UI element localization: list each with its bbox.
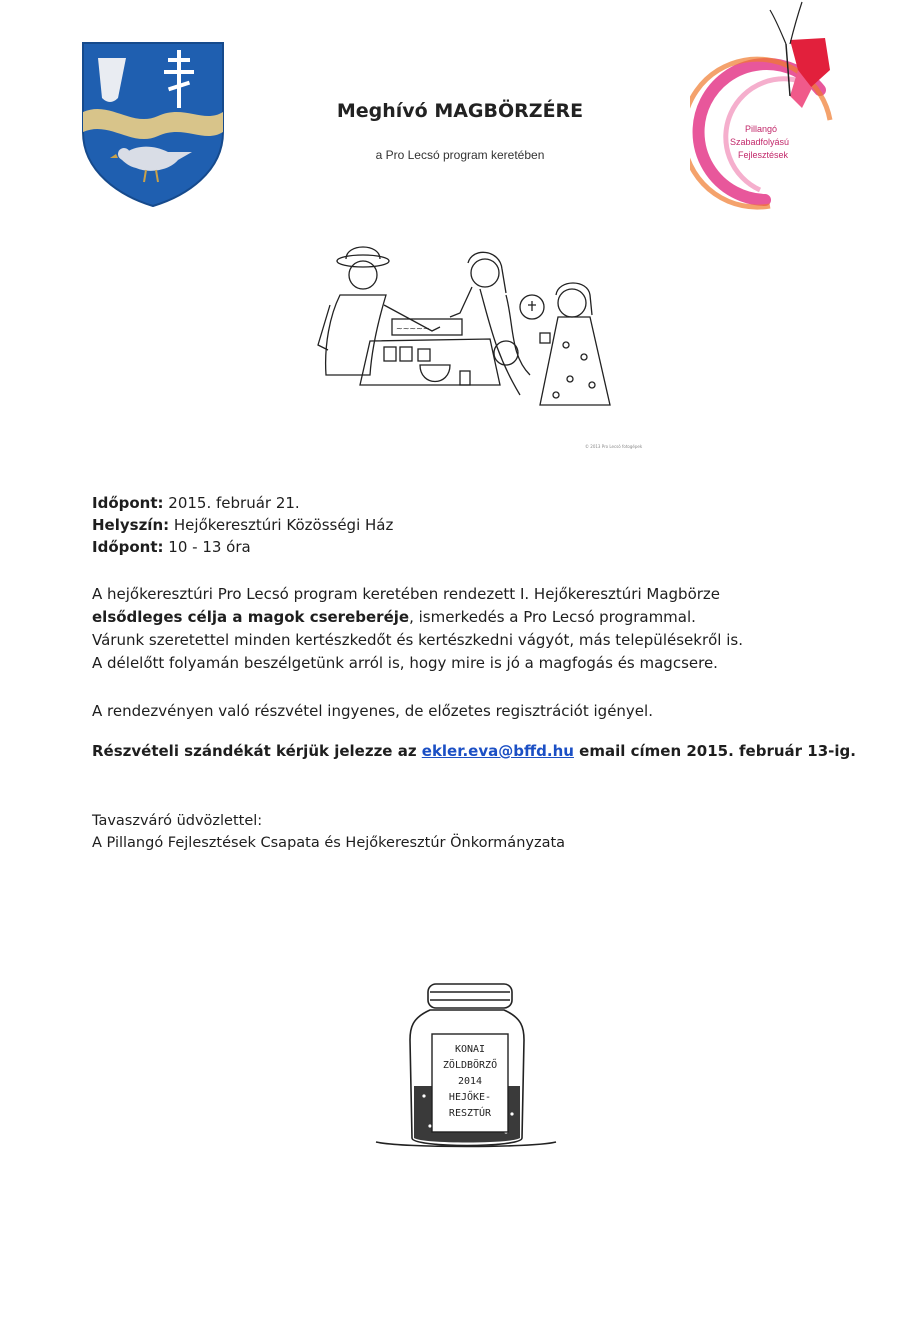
description-line: Várunk szeretettel minden kertészkedőt és kertészkedni vágyót, más településekről is. (92, 631, 743, 649)
invitation-subtitle: a Pro Lecsó program keretében (375, 148, 545, 162)
closing-greeting (92, 810, 565, 854)
greeting-line: Tavaszváró üdvözlettel: (92, 813, 263, 829)
seed-exchange-illustration (300, 235, 630, 415)
logo-text-line: Pillangó (745, 124, 778, 134)
detail-location: Helyszín: Hejőkeresztúri Közösségi Ház (92, 516, 394, 534)
email-link[interactable]: ekler.eva@bffd.hu (421, 742, 574, 760)
coat-of-arms-icon (80, 40, 226, 208)
illustration-copyright: © 2013 Pro Lecsó fotogépek (585, 444, 643, 449)
jar-label-line: ZÖLDBÖRZŐ (442, 1060, 498, 1071)
participation-fee-note: A rendezvényen való részvétel ingyenes, de előzetes regisztrációt igényel. (92, 702, 653, 720)
logo-text-line: Szabadfolyású (730, 137, 790, 147)
invitation-title: Meghívó MAGBÖRZÉRE (336, 100, 584, 122)
seed-jar-illustration (372, 978, 560, 1160)
event-details (92, 492, 393, 558)
jar-label-line: KONAI (454, 1044, 486, 1055)
svg-text:~~~~~: ~~~~~ (396, 324, 430, 333)
description-line: elsődleges célja a magok csereberéje, ismerkedés a Pro Lecsó programmal. (92, 608, 696, 626)
rsvp-note: Részvételi szándékát kérjük jelezze az ekler.eva@bffd.hu email címen 2015. február 13-ig. (92, 742, 856, 760)
description-line: A hejőkeresztúri Pro Lecsó program keretében rendezett I. Hejőkeresztúri Magbörze (92, 585, 721, 603)
jar-label-line: HEJŐKE- (448, 1092, 492, 1103)
event-description (92, 583, 743, 675)
detail-time: Időpont: 10 - 13 óra (92, 538, 251, 556)
logo-text-line: Fejlesztések (738, 150, 789, 160)
greeting-signature: A Pillangó Fejlesztések Csapata és Hejőkeresztúr Önkormányzata (92, 835, 566, 851)
jar-label-line: 2014 (457, 1076, 483, 1087)
description-line: A délelőtt folyamán beszélgetünk arról is, hogy mire is jó a magfogás és magcsere. (92, 654, 718, 672)
detail-date: Időpont: 2015. február 21. (92, 494, 300, 512)
jar-label-line: RESZTÚR (448, 1108, 492, 1119)
pillango-logo-icon (690, 0, 840, 230)
